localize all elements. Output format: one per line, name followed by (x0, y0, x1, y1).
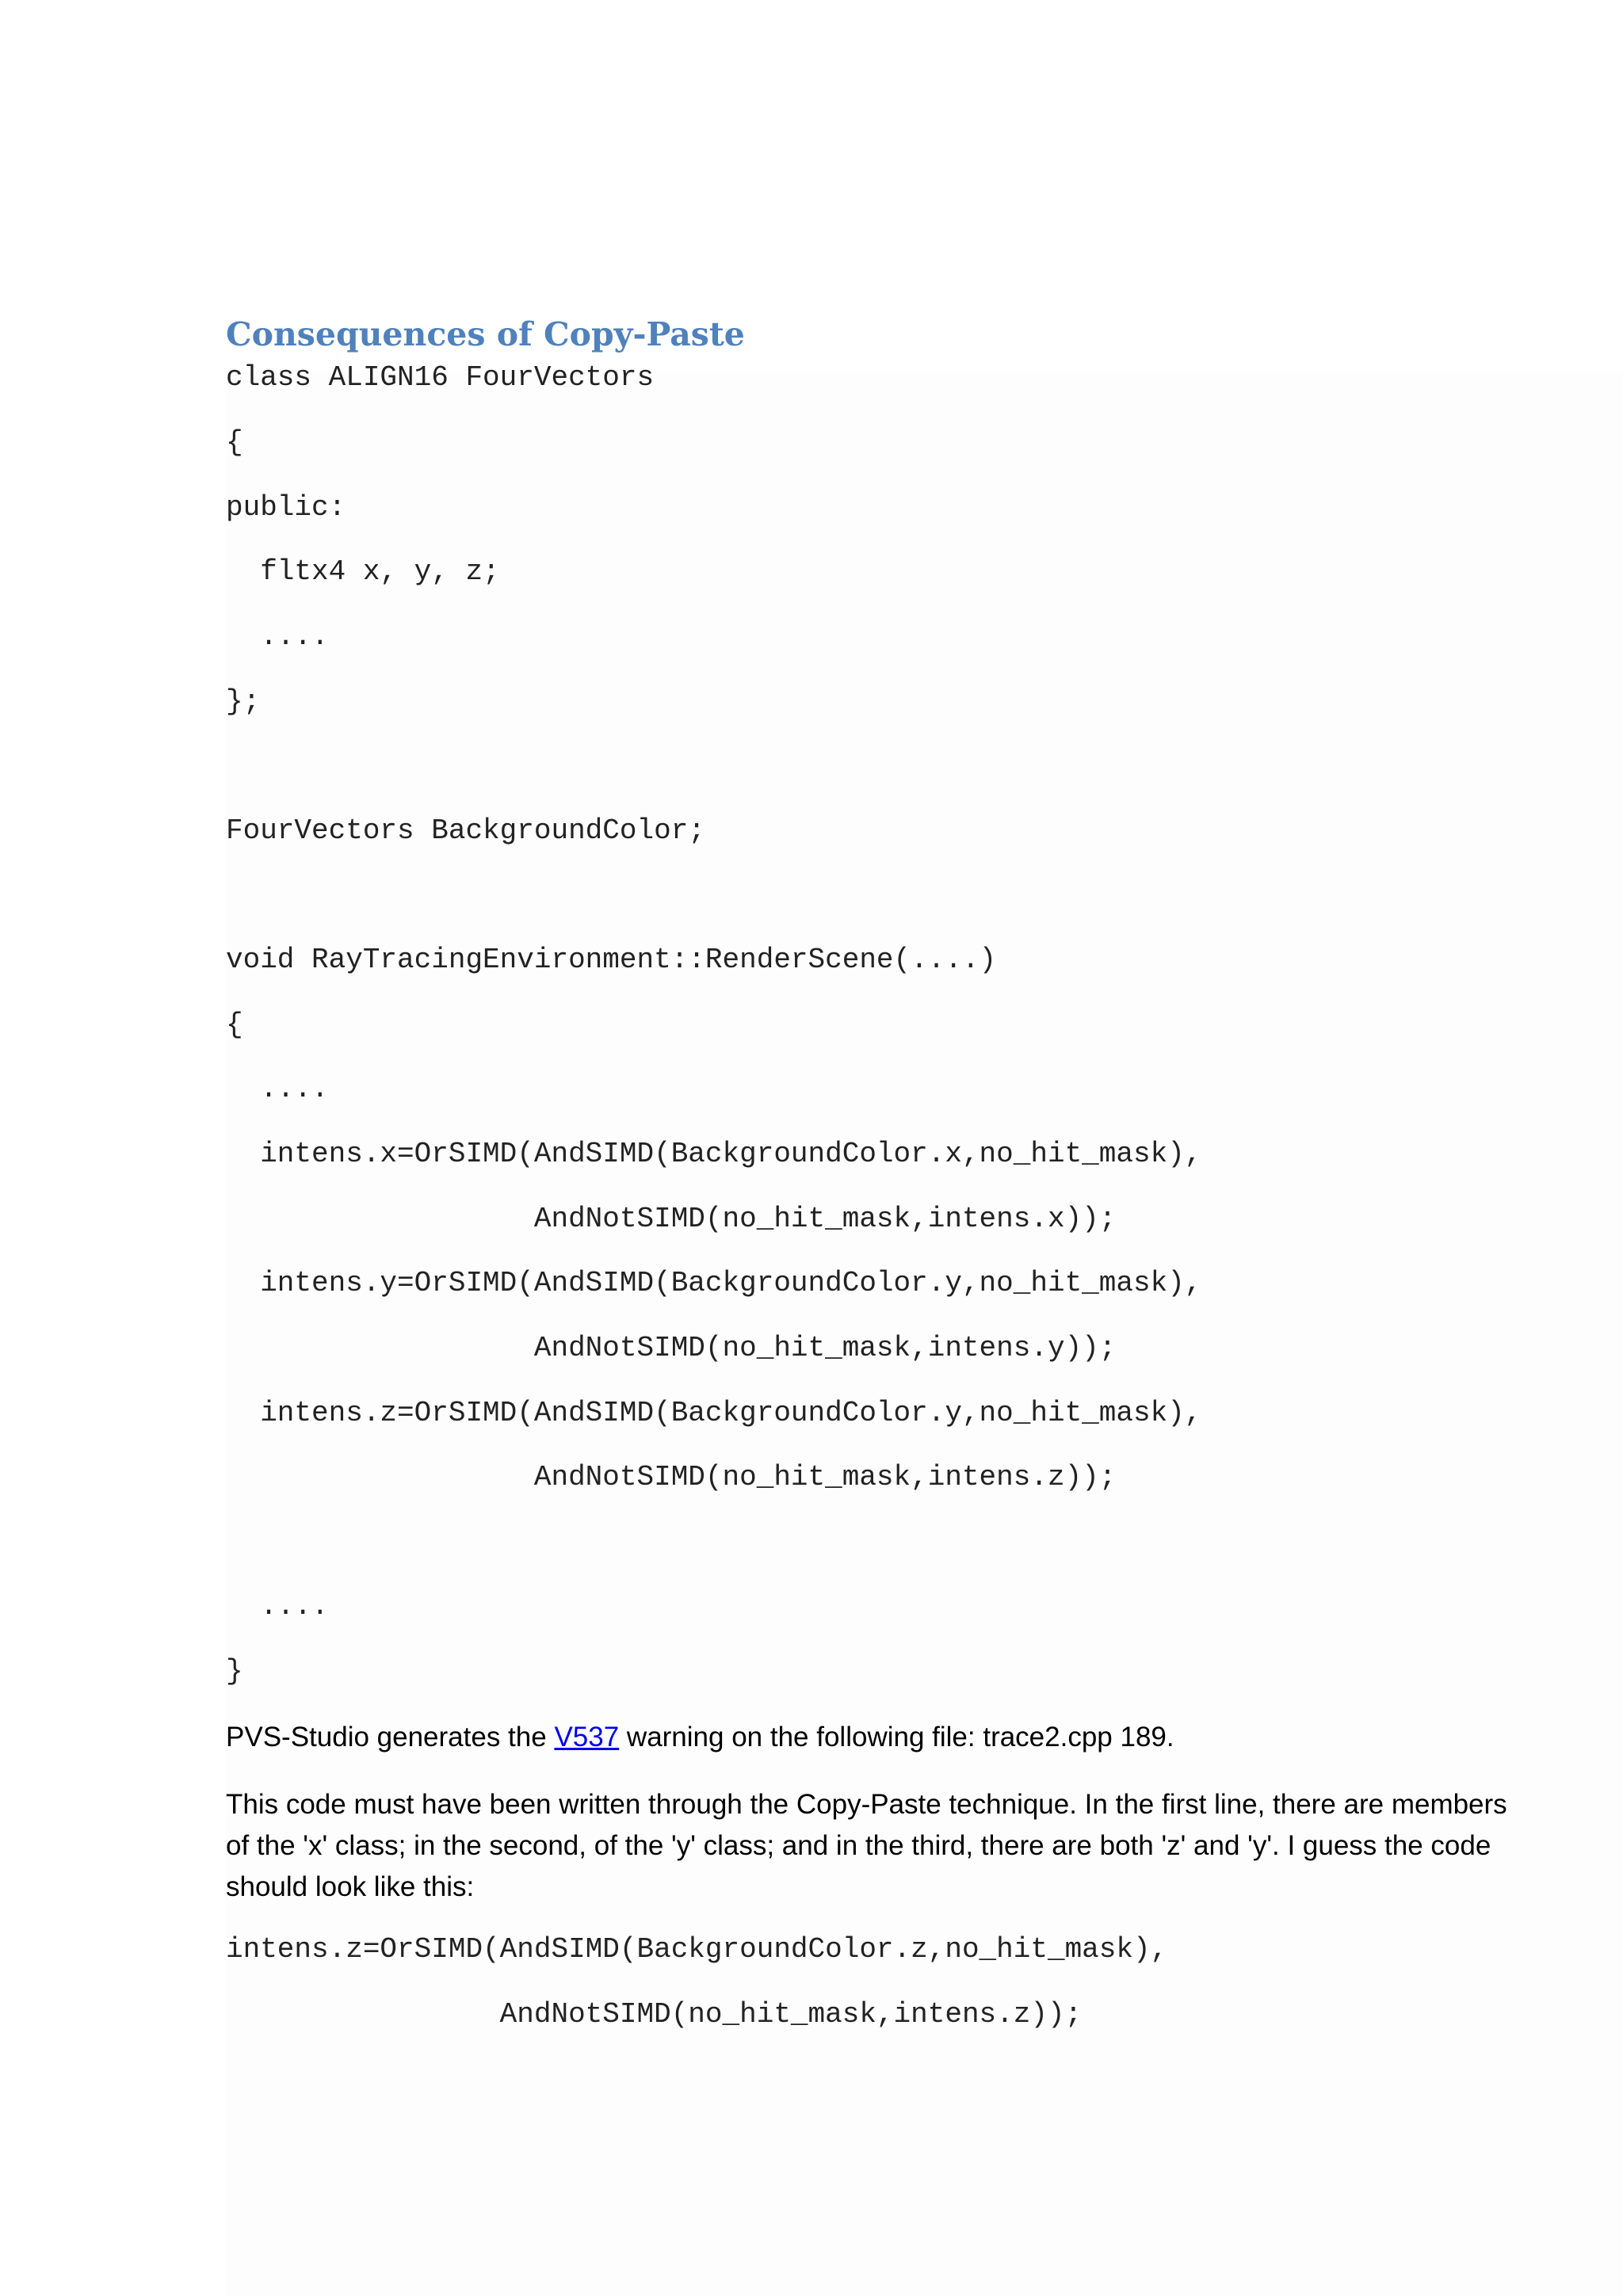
code-line: void RayTracingEnvironment::RenderScene(....) (226, 944, 997, 976)
explanation-paragraph: This code must have been written through the Copy-Paste technique. In the first line, there are members of the 'x' class; in the second, of the 'y' class; and in the third, there are both 'z' and 'y'. I guess the code should look like this: (226, 1789, 1507, 1902)
code-line: } (226, 1655, 243, 1688)
v537-link[interactable]: V537 (554, 1722, 620, 1753)
code-line: { (226, 1009, 243, 1041)
code-line: AndNotSIMD(no_hit_mask,intens.z)); (226, 1461, 1117, 1493)
code-line: { (226, 426, 243, 459)
section-heading: Consequences of Copy-Paste (226, 315, 745, 353)
code-line: AndNotSIMD(no_hit_mask,intens.x)); (226, 1203, 1117, 1235)
code-line: fltx4 x, y, z; (226, 555, 500, 588)
code-line: }; (226, 685, 261, 718)
code-line: .... (226, 620, 329, 653)
code-line: AndNotSIMD(no_hit_mask,intens.y)); (226, 1332, 1117, 1364)
code-line: .... (226, 1590, 329, 1623)
paragraph-text: PVS-Studio generates the (226, 1722, 555, 1753)
code-line: intens.z=OrSIMD(AndSIMD(BackgroundColor.y,no_hit_mask), (226, 1397, 1202, 1429)
paragraph-text: warning on the following file: trace2.cpp 189. (619, 1722, 1174, 1753)
code-line: public: (226, 491, 346, 524)
warning-paragraph (226, 1717, 1510, 1758)
code-line: AndNotSIMD(no_hit_mask,intens.z)); (226, 1998, 1083, 2031)
code-line: intens.x=OrSIMD(AndSIMD(BackgroundColor.x,no_hit_mask), (226, 1138, 1202, 1170)
code-line: class ALIGN16 FourVectors (226, 361, 655, 394)
code-line: FourVectors BackgroundColor; (226, 814, 705, 847)
code-line: intens.y=OrSIMD(AndSIMD(BackgroundColor.y,no_hit_mask), (226, 1267, 1202, 1299)
code-line: .... (226, 1073, 329, 1105)
code-line: intens.z=OrSIMD(AndSIMD(BackgroundColor.z,no_hit_mask), (226, 1933, 1168, 1966)
